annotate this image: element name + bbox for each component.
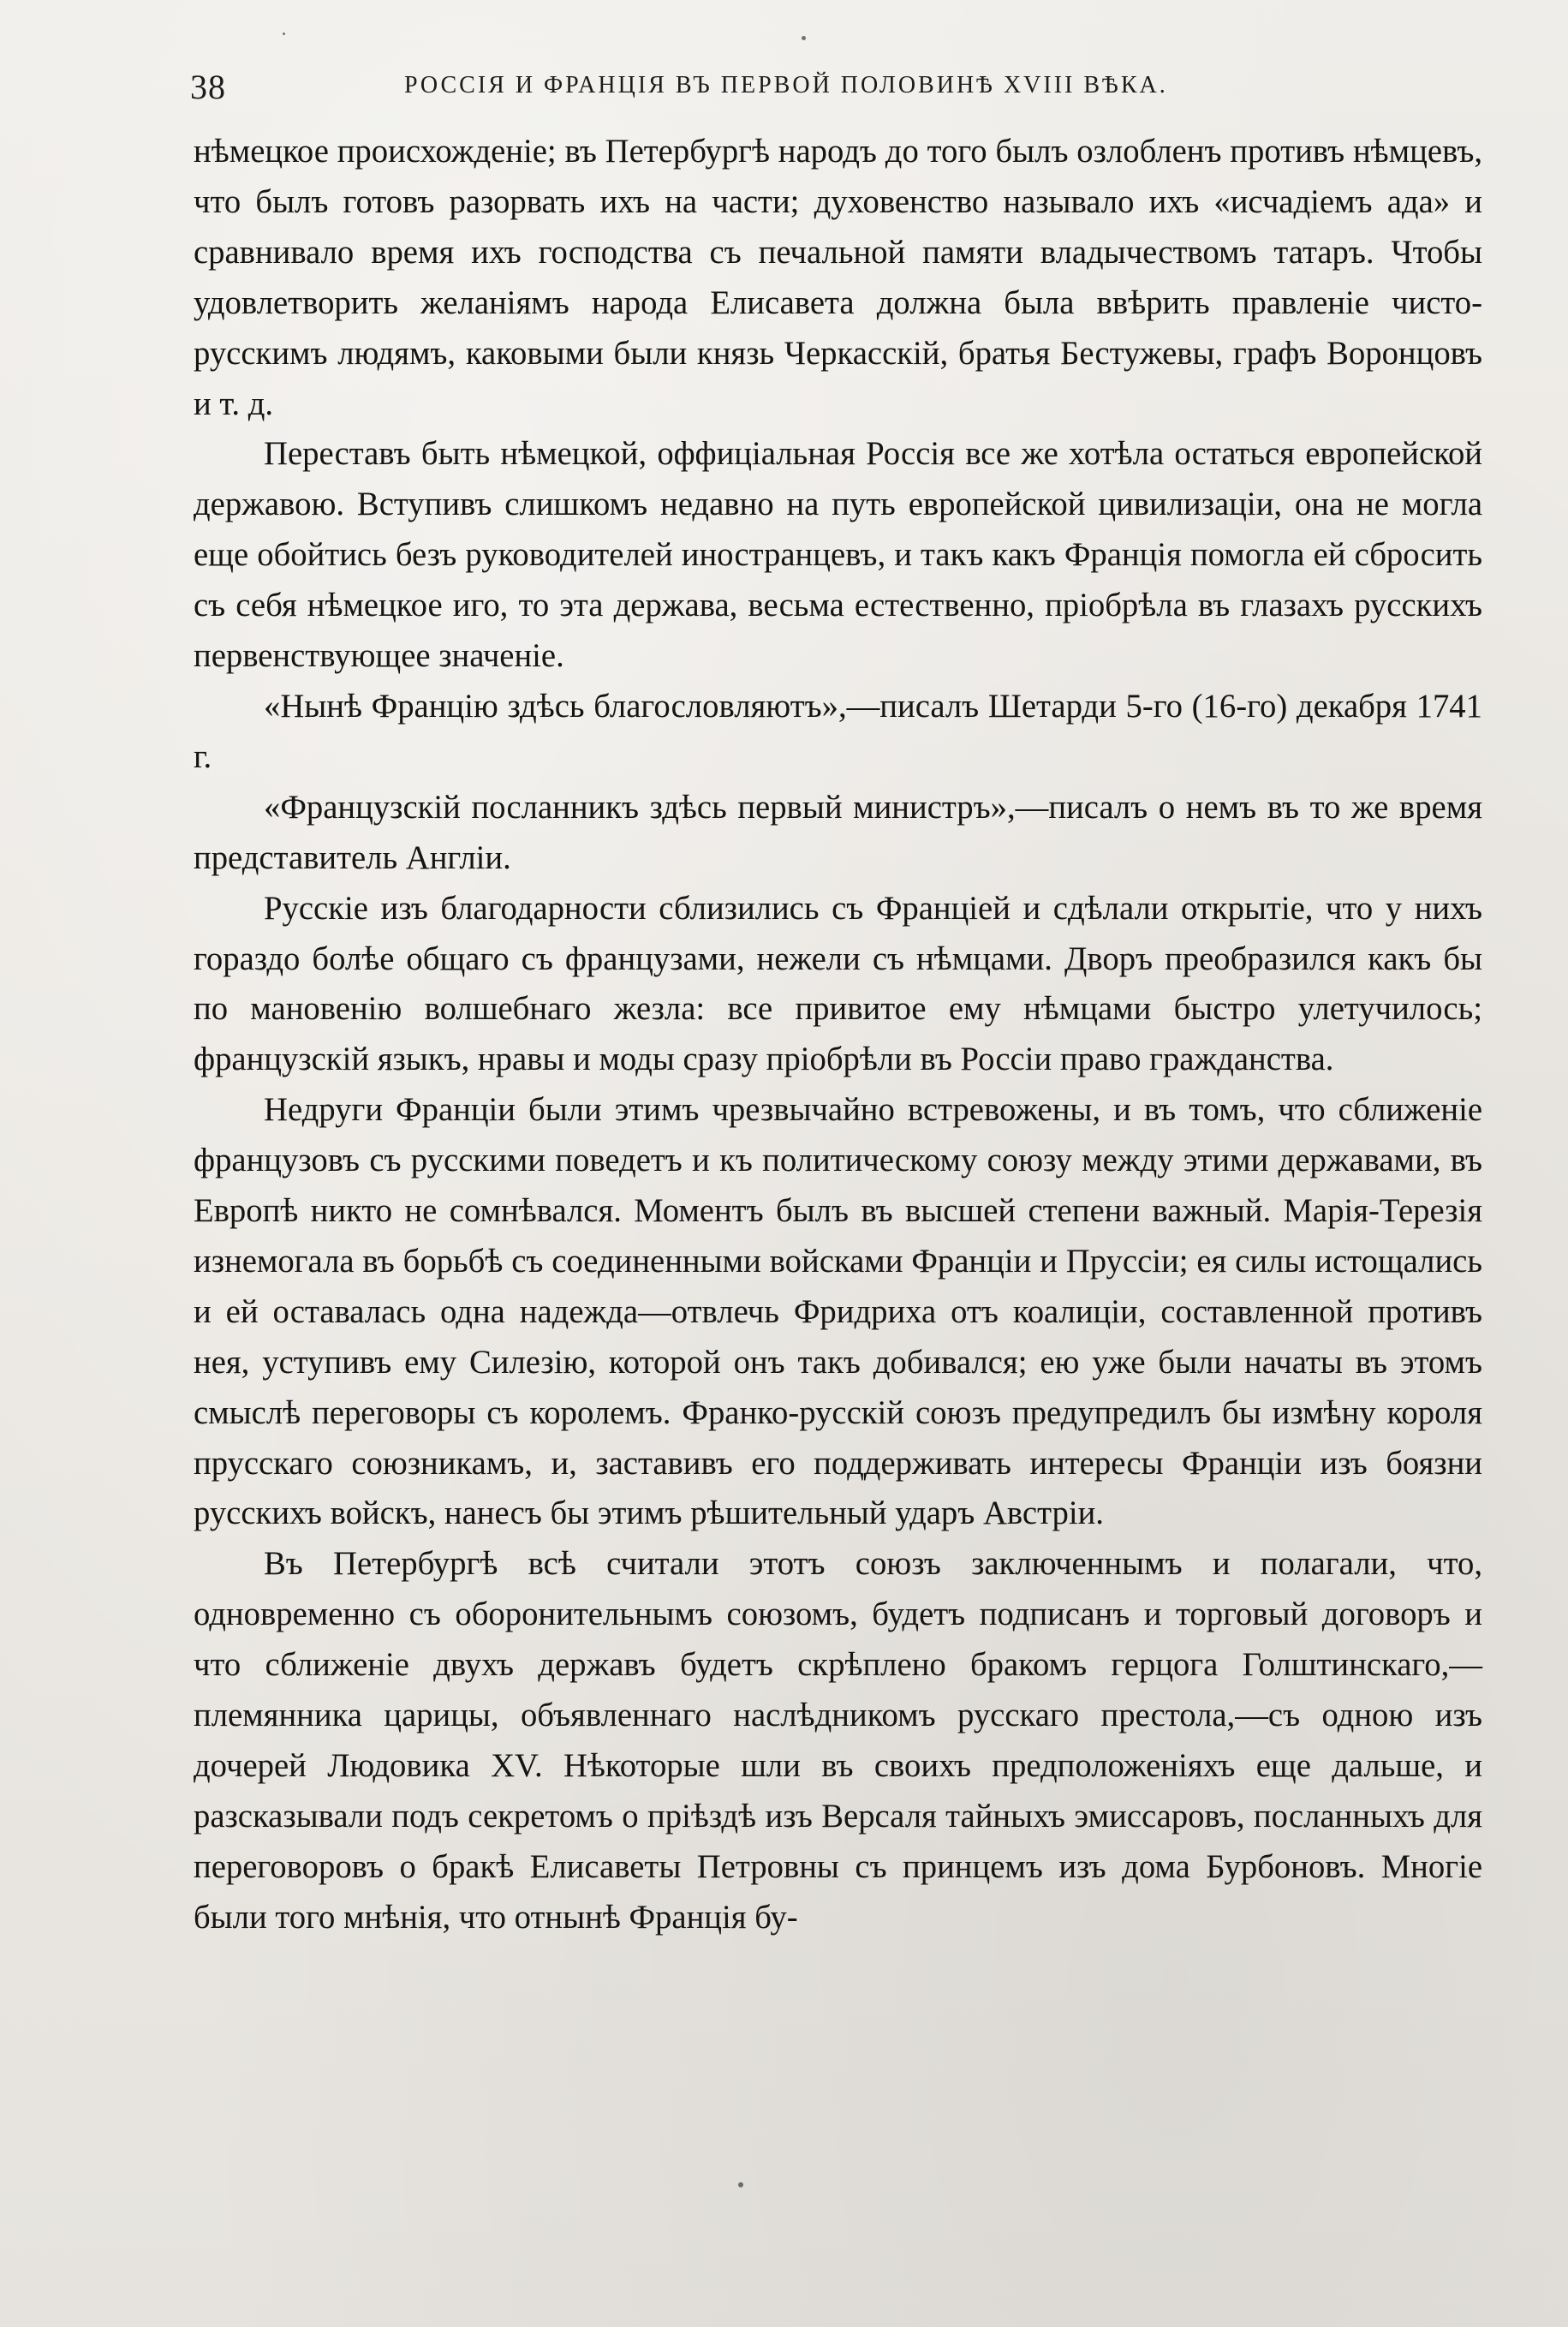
paragraph: Недруги Франціи были этимъ чрезвычайно встревожены, и въ томъ, что сближеніе французовъ съ русскими поведетъ и къ политическому союзу между этими державами, въ Европѣ никто не сомнѣвался. Моментъ былъ въ высшей степени важный. Марія-Терезія изнемогала въ борьбѣ съ соединенными войсками Франціи и Пруссіи; ея силы истощались и ей оставалась одна надежда—отвлечь Фридриха отъ коалиціи, составленной противъ нея, уступивъ ему Силезію, которой онъ такъ добивался; ею уже были начаты въ этомъ смыслѣ переговоры съ королемъ. Франко-русскій союзъ предупредилъ бы измѣну короля прусскаго союзникамъ, и, заставивъ его поддерживать интересы Франціи изъ боязни русскихъ войскъ, нанесъ бы этимъ рѣшительный ударъ Австріи. <box>194 1092 1482 1532</box>
paper-speck <box>802 36 806 40</box>
paragraph: «Французскій посланникъ здѣсь первый министръ»,—писалъ о немъ въ то же время представитель Англіи. <box>194 789 1482 876</box>
running-title: РОССІЯ И ФРАНЦІЯ ВЪ ПЕРВОЙ ПОЛОВИНѢ XVIII ВѢКА. <box>404 72 1168 98</box>
paragraph: нѣмецкое происхожденіе; въ Петербургѣ народъ до того былъ озлобленъ противъ нѣмцевъ, что былъ готовъ разорвать ихъ на части; духовенство называло ихъ «исчадіемъ ада» и сравнивало время ихъ господства съ печальной памяти владычествомъ татаръ. Чтобы удовлетворить желаніямъ народа Елисавета должна была ввѣрить правленіе чисто-русскимъ людямъ, каковыми были князь Черкасскій, братья Бестужевы, графъ Воронцовъ и т. д. <box>194 134 1482 422</box>
paper-speck <box>738 2182 743 2187</box>
paragraph: «Нынѣ Францію здѣсь благословляютъ»,—писалъ Шетарди 5-го (16-го) декабря 1741 г. <box>194 688 1482 775</box>
page-number: 38 <box>190 68 226 106</box>
body-text <box>194 127 1482 1943</box>
paragraph: Въ Петербургѣ всѣ считали этотъ союзъ заключеннымъ и полагали, что, одновременно съ оборонительнымъ союзомъ, будетъ подписанъ и торговый договоръ и что сближеніе двухъ державъ будетъ скрѣплено бракомъ герцога Голштинскаго,—племянника царицы, объявленнаго наслѣдникомъ русскаго престола,—съ одною изъ дочерей Людовика XV. Нѣкоторые шли въ своихъ предположеніяхъ еще дальше, и разсказывали подъ секретомъ о пріѣздѣ изъ Версаля тайныхъ эмиссаровъ, посланныхъ для переговоровъ о бракѣ Елисаветы Петровны съ принцемъ изъ дома Бурбоновъ. Многіе были того мнѣнія, что отнынѣ Франція бу- <box>194 1546 1482 1936</box>
paragraph: Переставъ быть нѣмецкой, оффиціальная Россія все же хотѣла остаться европейской державою. Вступивъ слишкомъ недавно на путь европейской цивилизаціи, она не могла еще обойтись безъ руководителей иностранцевъ, и такъ какъ Франція помогла ей сбросить съ себя нѣмецкое иго, то эта держава, весьма естественно, пріобрѣла въ глазахъ русскихъ первенствующее значеніе. <box>194 436 1482 675</box>
page-header <box>190 60 1362 111</box>
paper-speck <box>283 33 285 35</box>
paragraph: Русскіе изъ благодарности сблизились съ Франціей и сдѣлали открытіе, что у нихъ гораздо болѣе общаго съ французами, нежели съ нѣмцами. Дворъ преобразился какъ бы по мановенію волшебнаго жезла: все привитое ему нѣмцами быстро улетучилось; французскій языкъ, нравы и моды сразу пріобрѣли въ Россіи право гражданства. <box>194 890 1482 1078</box>
